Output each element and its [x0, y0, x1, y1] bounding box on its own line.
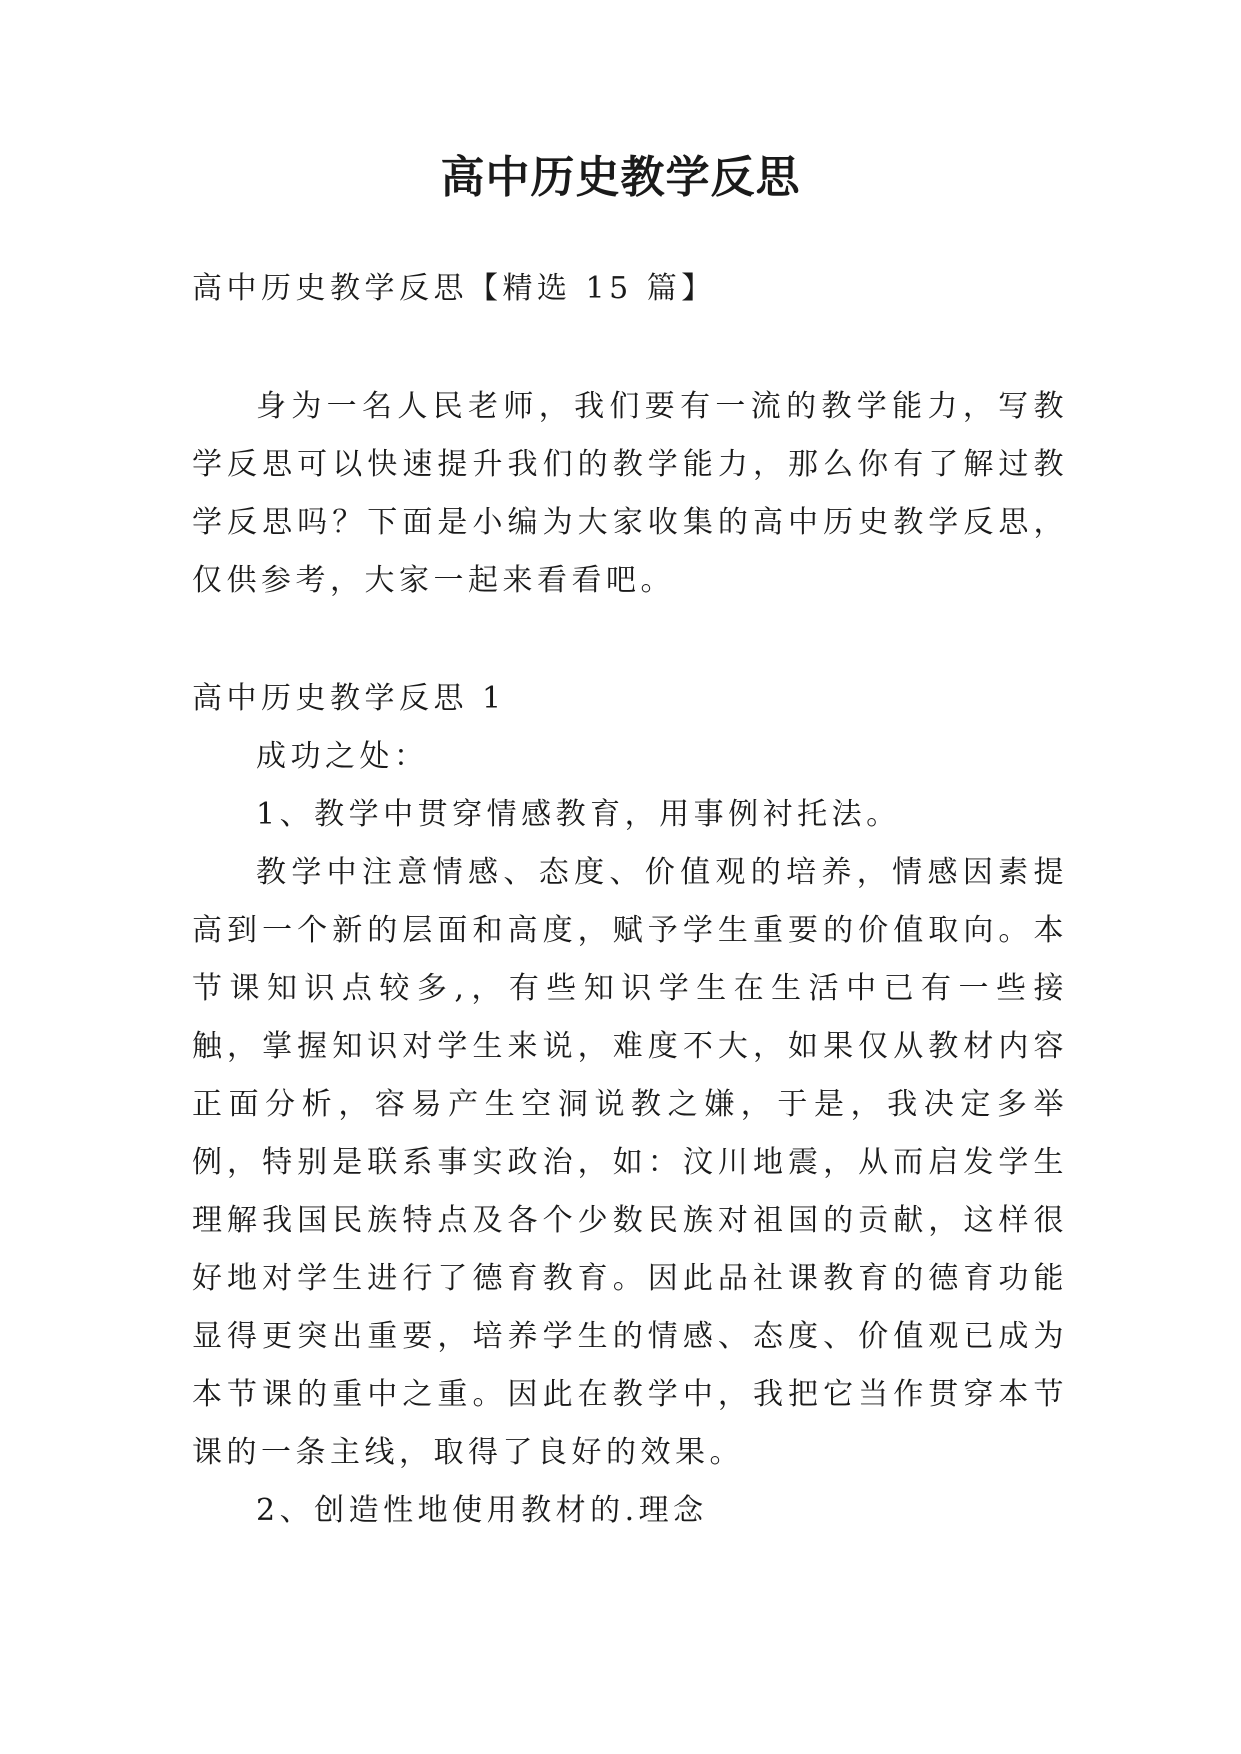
point1-body: 教学中注意情感、态度、价值观的培养，情感因素提高到一个新的层面和高度，赋予学生重要的价值取向。本节课知识点较多,，有些知识学生在生活中已有一些接触，掌握知识对学生来说，难度不大，如果仅从教材内容正面分析，容易产生空洞说教之嫌，于是，我决定多举例，特别是联系事实政治，如：汶川地震，从而启发学生理解我国民族特点及各个少数民族对祖国的贡献，这样很好地对学生进行了德育教育。因此品社课教育的德育功能显得更突出重要，培养学生的情感、态度、价值观已成为本节课的重中之重。因此在教学中，我把它当作贯穿本节课的一条主线，取得了良好的效果。 — [192, 855, 1068, 1470]
document-body — [192, 260, 1068, 1540]
intro-paragraph: 身为一名人民老师，我们要有一流的教学能力，写教学反思可以快速提升我们的教学能力，那么你有了解过教学反思吗？下面是小编为大家收集的高中历史教学反思，仅供参考，大家一起来看看吧。 — [192, 389, 1068, 598]
section-heading: 高中历史教学反思 1 — [192, 681, 506, 716]
success-label: 成功之处： — [256, 739, 429, 774]
document-title: 高中历史教学反思 — [440, 152, 801, 203]
point1-heading: 1、教学中贯穿情感教育，用事例衬托法。 — [256, 797, 901, 832]
spacer — [192, 610, 1068, 670]
spacer — [192, 318, 1068, 378]
document-subtitle: 高中历史教学反思【精选 15 篇】 — [192, 271, 716, 306]
point2-heading: 2、创造性地使用教材的.理念 — [256, 1493, 708, 1528]
